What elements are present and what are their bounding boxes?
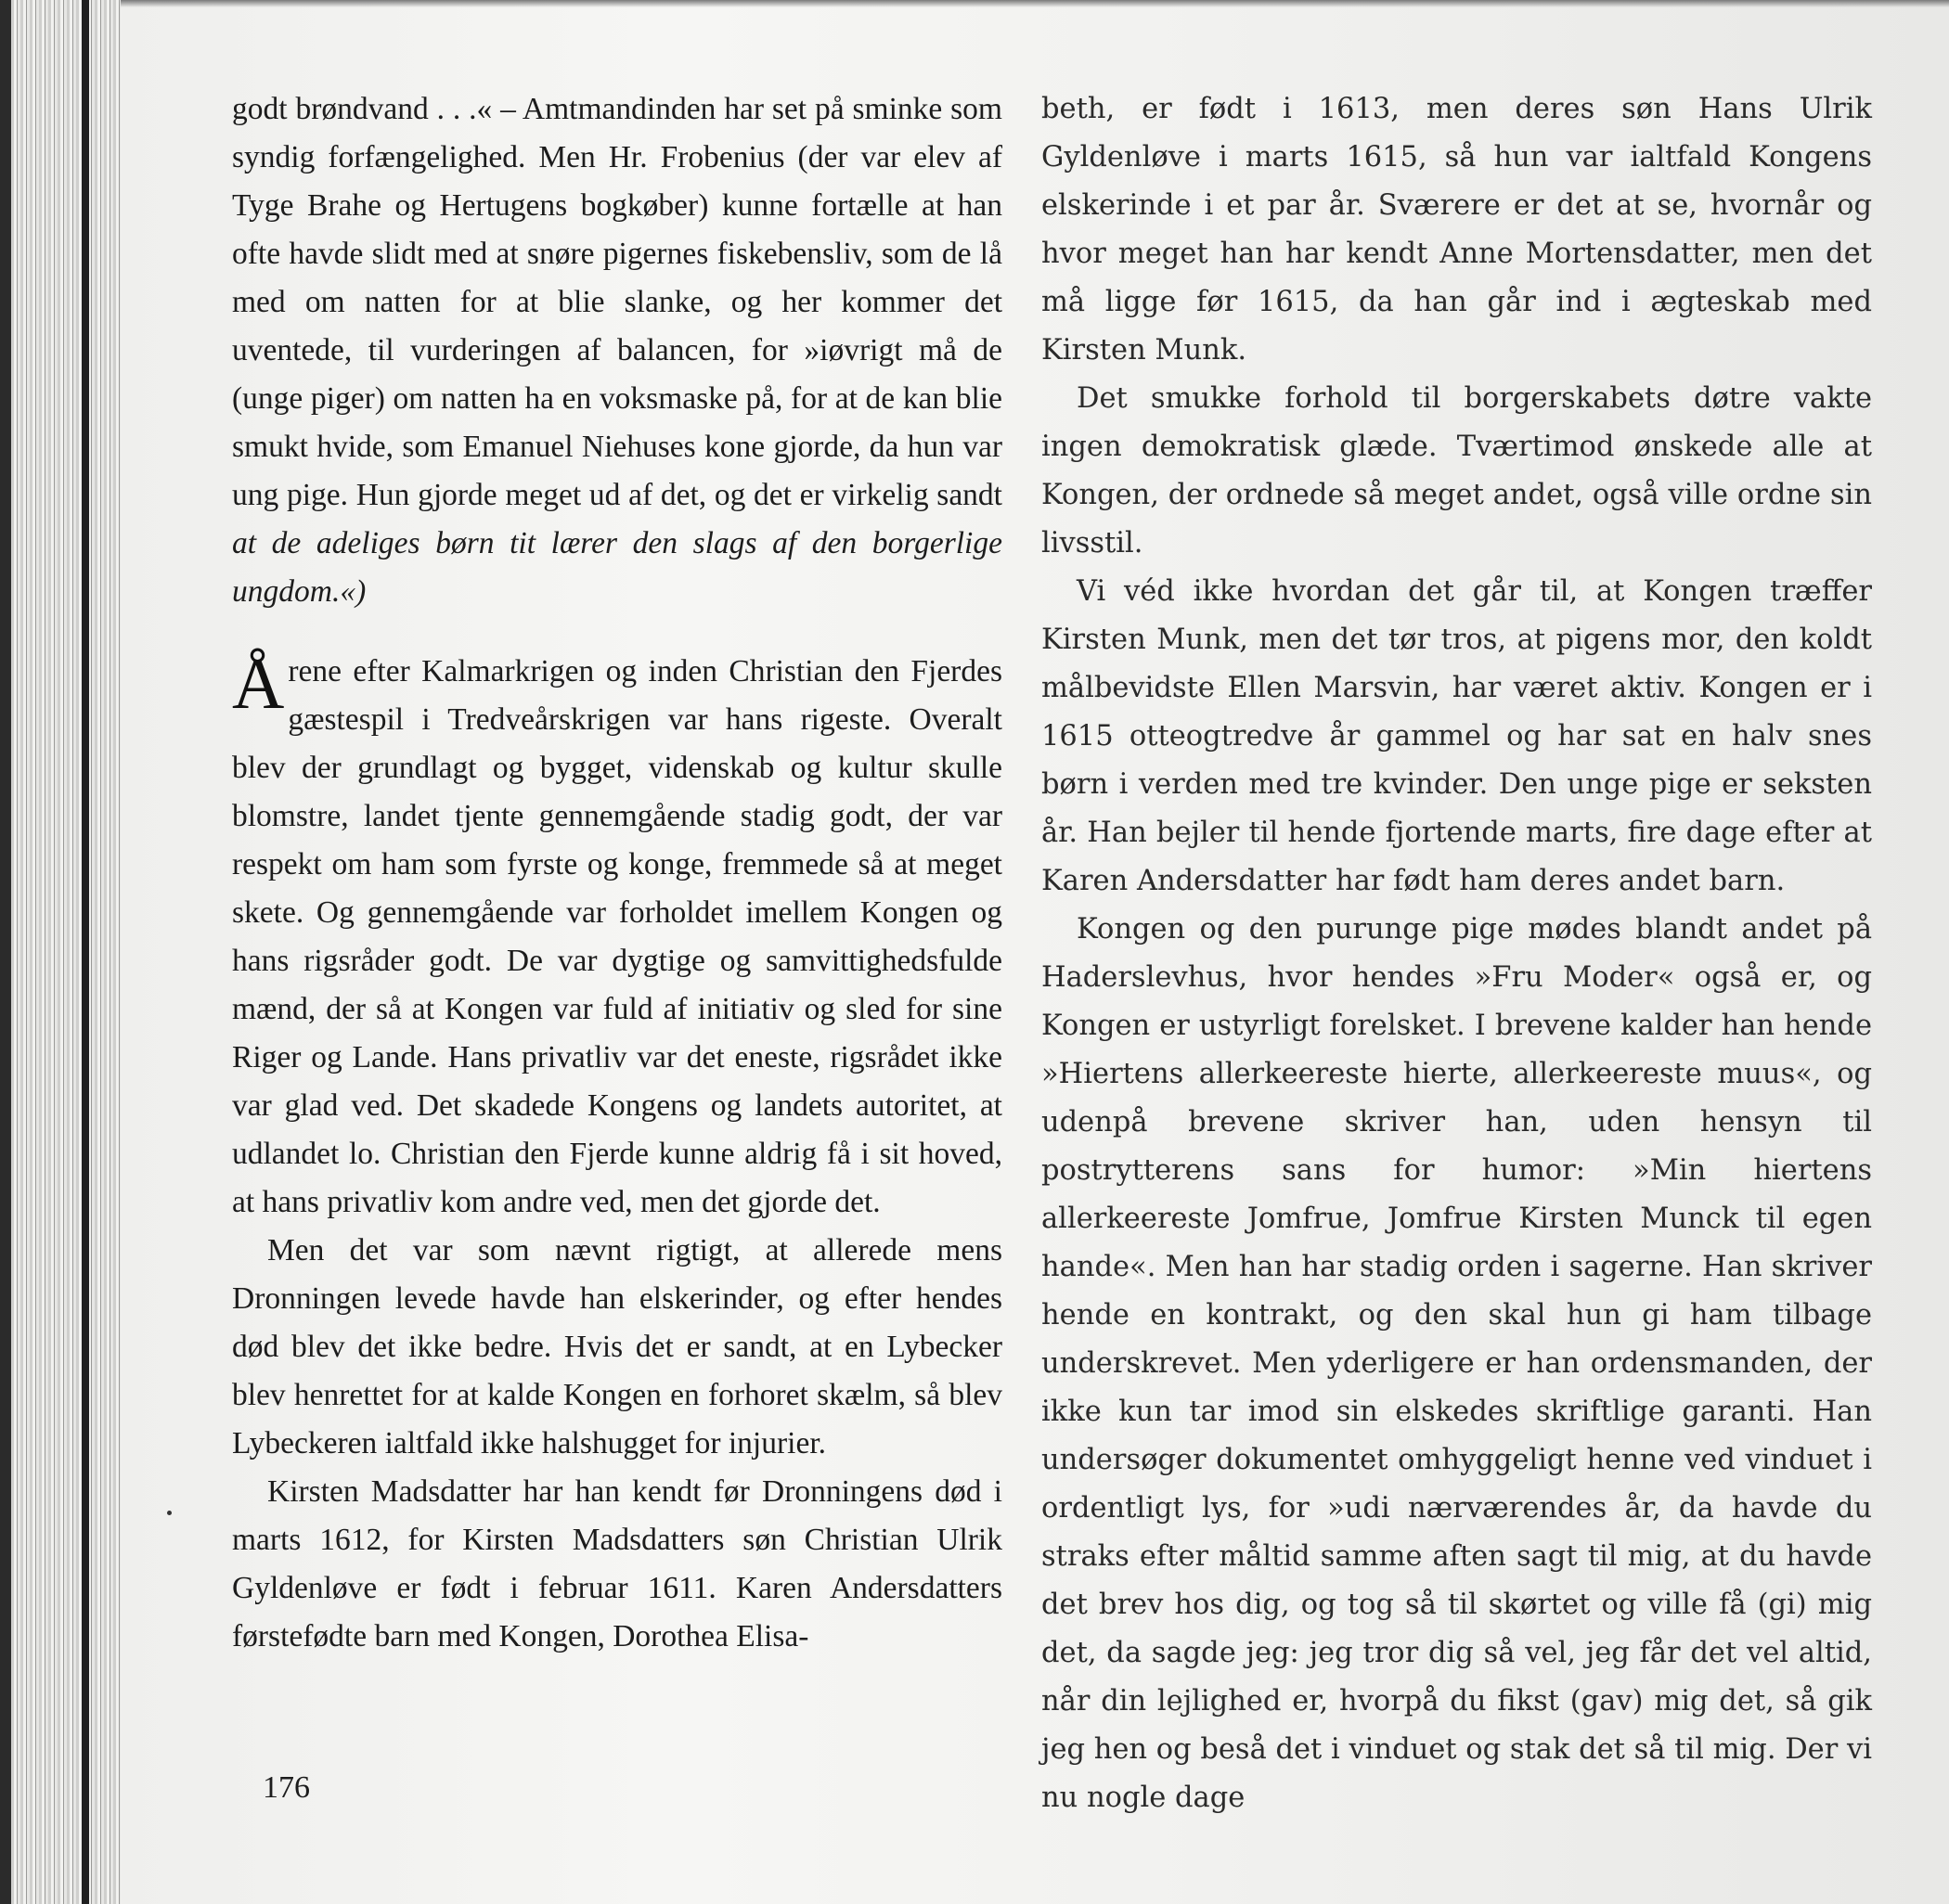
top-shadow — [121, 0, 1949, 7]
gutter-line — [82, 0, 89, 1904]
page-edges — [11, 0, 121, 1904]
left-column — [232, 85, 1002, 1661]
right-paragraph-1: beth, er født i 1613, men deres søn Hans Ulrik Gyldenløve i marts 1615, så hun var ialtfald Kongens elskerinde i et par år. Sværere er det at se, hvornår og hvor meget han har kendt Anne Mortensdatter, men det må ligge før 1615, da han går ind i ægteskab med Kirsten Munk. — [1041, 93, 1872, 367]
left-paragraph-3: Men det var som nævnt rigtigt, at allerede mens Dronningen levede havde han elskerinder, og efter hendes død blev det ikke bedre. Hvis det er sandt, at en Lybecker blev henrettet for at kalde Kongen en forhoret skælm, så blev Lybeckeren ialtfald ikke halshugget for injurier. — [232, 1233, 1002, 1460]
book-spine-shadow — [0, 0, 11, 1904]
left-paragraph-1-text: godt brøndvand . . .« – Amtmandinden har set på sminke som syndig forfængelighed. Men Hr. Frobenius (der var elev af Tyge Brahe og Hertugens bogkøber) kunne fortælle at han ofte havde slidt med at snøre pigernes fiskebensliv, som de lå med om natten for at blie slanke, og her kommer det uventede, til vurderingen af balancen, for »iøvrigt må de (unge piger) om natten ha en voksmaske på, for at de kan blie smukt hvide, som Emanuel Niehuses kone gjorde, da hun var ung pige. Hun gjorde meget ud af det, og det er virkelig sandt — [232, 92, 1002, 512]
right-paragraph-4: Kongen og den purunge pige mødes blandt andet på Haderslevhus, hvor hendes »Fru Moder« også er, og Kongen er ustyrligt forelsket. I brevene kalder han hende »Hiertens allerkeereste hierte, allerkeereste muus«, og udenpå brevene skriver han, uden hensyn til postrytterens sans for humor: »Min hiertens allerkeereste Jomfrue, Jomfrue Kirsten Munck til egen hande«. Men han har stadig orden i sagerne. Han skriver hende en kontrakt, og den skal hun gi ham tilbage underskrevet. Men yderligere er han ordensmanden, der ikke kun tar imod sin elskedes skriftlige garanti. Han undersøger dokumentet omhyggeligt henne ved vinduet i ordentligt lys, for »udi nærværendes år, da havde du straks efter måltid samme aften sagt til mig, at du havde det brev hos dig, og tog så til skørtet og ville få (gi) mig det, da sagde jeg: jeg tror dig så vel, jeg får det vel altid, når din lejlighed er, hvorpå du fikst (gav) mig det, så gik jeg hen og beså det i vinduet og stak det så til mig. Der vi nu nogle dage — [1041, 913, 1872, 1814]
left-paragraph-1 — [232, 85, 1002, 616]
right-column — [1041, 85, 1872, 1822]
right-paragraph-2: Det smukke forhold til borgerskabets døtre vakte ingen demokratisk glæde. Tværtimod ønskede alle at Kongen, der ordnede så meget andet, også ville ordne sin livsstil. — [1041, 382, 1872, 560]
left-paragraph-2-text: rene efter Kalmarkrigen og inden Christian den Fjerdes gæstespil i Tredveårskrigen var hans rigeste. Overalt blev der grundlagt og bygget, videnskab og kultur skulle blomstre, landet tjente gennemgående stadig godt, der var respekt om ham som fyrste og konge, fremmede så at meget skete. Og gennemgående var forholdet imellem Kongen og hans rigsråder godt. De var dygtige og samvittighedsfulde mænd, der så at Kongen var fuld af initiativ og sled for sine Riger og Lande. Hans privatliv var det eneste, rigsrådet ikke var glad ved. Det skadede Kongens og landets autoritet, at udlandet lo. Christian den Fjerde kunne aldrig få i sit hoved, at hans privatliv kom andre ved, men det gjorde det. — [232, 654, 1002, 1219]
left-paragraph-4: Kirsten Madsdatter har han kendt før Dronningens død i marts 1612, for Kirsten Madsdatters søn Christian Ulrik Gyldenløve er født i februar 1611. Karen Andersdatters førstefødte barn med Kongen, Dorothea Elisa- — [232, 1474, 1002, 1653]
left-paragraph-1-italic: at de adeliges børn tit lærer den slags af den borgerlige ungdom.«) — [232, 526, 1002, 609]
right-paragraph-3: Vi véd ikke hvordan det går til, at Kongen træffer Kirsten Munk, men det tør tros, at pigens mor, den koldt målbevidste Ellen Marsvin, har været aktiv. Kongen er i 1615 otteogtredve år gammel og har sat en halv snes børn i verden med tre kvinder. Den unge pige er seksten år. Han bejler til hende fjortende marts, fire dage efter at Karen Andersdatter har født ham deres andet barn. — [1041, 575, 1872, 897]
left-paragraph-2 — [232, 643, 1002, 1227]
drop-cap: Å — [232, 643, 285, 724]
stray-mark — [167, 1511, 172, 1515]
page-number: 176 — [263, 1770, 310, 1805]
